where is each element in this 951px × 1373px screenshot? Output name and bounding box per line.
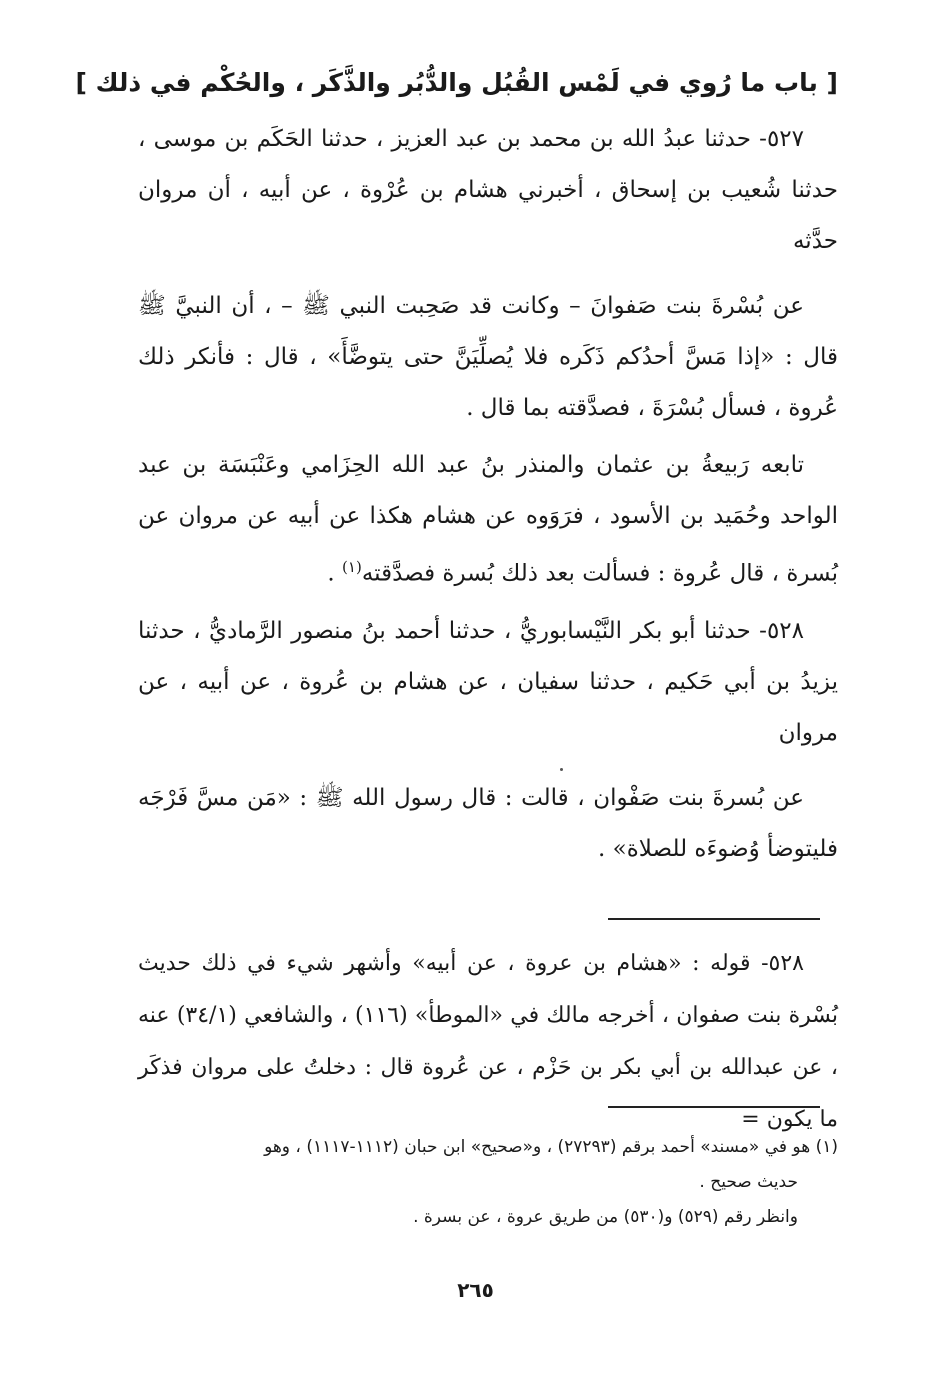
- footnote-1-line-1: (١) هو في «مسند» أحمد برقم (٢٧٢٩٣) ، و«صحيح» ابن حبان (١١١٢-١١١٧) ، وهو: [264, 1137, 838, 1157]
- hadith-527-isnad: ٥٢٧- حدثنا عبدُ الله بن محمد بن عبد العزيز ، حدثنا الحَكَم بن موسى ، حدثنا شُعيب بن إسحاق ، أخبرني هشام بن عُرْوة ، عن أبيه ، أن مروان حدَّثه: [138, 126, 838, 254]
- commentary-528: ٥٢٨- قوله : «هشام بن عروة ، عن أبيه» وأشهر شيء في ذلك حديث بُسْرة بنت صفوان ، أخرجه مالك في «الموطأ» (١١٦) ، والشافعي (٣٤/١) عنه ، عن عبدالله بن أبي بكر بن حَزْم ، عن عُروة قال : دخلتُ على مروان فذكَر ما يكون =: [138, 951, 839, 1132]
- hadith-528-matn: عن بُسرةَ بنت صَفْوان ، قالت : قال رسول الله ﷺ : «مَن مسَّ فَرْجَه فليتوضأ وُضوءَه للصلاة» .: [138, 784, 838, 862]
- hadith-527-matn: عن بُسْرةَ بنت صَفوانَ – وكانت قد صَحِبت النبي ﷺ – ، أن النبيَّ ﷺ قال : «إذا مَسَّ أحدُكم ذَكَره فلا يُصلِّيَنَّ حتى يتوضَّأَ» ، قال : فأنكر ذلك عُروة ، فسأل بُسْرَةَ ، فصدَّقته بما قال .: [138, 293, 838, 421]
- footnote-divider: [608, 1106, 820, 1108]
- page-number: ٢٦٥: [457, 1278, 494, 1302]
- commentary-section: [138, 938, 838, 1146]
- hadith-528-isnad: ٥٢٨- حدثنا أبو بكر النَّيْسابوريُّ ، حدثنا أحمد بنُ منصور الرَّماديُّ ، حدثنا يزيدُ بن أبي حَكيم ، حدثنا سفيان ، عن هشام بن عُروة ، عن أبيه ، عن مروان: [138, 617, 838, 746]
- main-text: [75, 58, 838, 875]
- chapter-heading: [ باب ما رُوي في لَمْس القُبُل والدُّبُر والذَّكَر ، والحُكْم في ذلك ]: [75, 68, 838, 97]
- footnote-1-line-2: حديث صحيح .: [699, 1172, 798, 1192]
- footnotes: [138, 1130, 838, 1235]
- commentary-divider: [608, 918, 820, 920]
- footnote-1-line-3: وانظر رقم (٥٢٩) و(٥٣٠) من طريق عروة ، عن بسرة .: [413, 1207, 798, 1227]
- footnote-ref-1[interactable]: (١): [342, 558, 362, 576]
- hadith-527-note-end: .: [327, 560, 343, 587]
- stray-dot: [560, 768, 563, 771]
- hadith-527-note: [138, 440, 838, 600]
- hadith-527-note-text: تابعه رَبيعةُ بن عثمان والمنذر بنُ عبد الله الحِزَامي وعَنْبَسَة بن عبد الواحد وحُمَيد بن الأسود ، فرَوَوه عن هشام هكذا عن أبيه عن مروان عن بُسرة ، قال عُروة : فسألت بعد ذلك بُسرة فصدَّقته: [138, 452, 838, 587]
